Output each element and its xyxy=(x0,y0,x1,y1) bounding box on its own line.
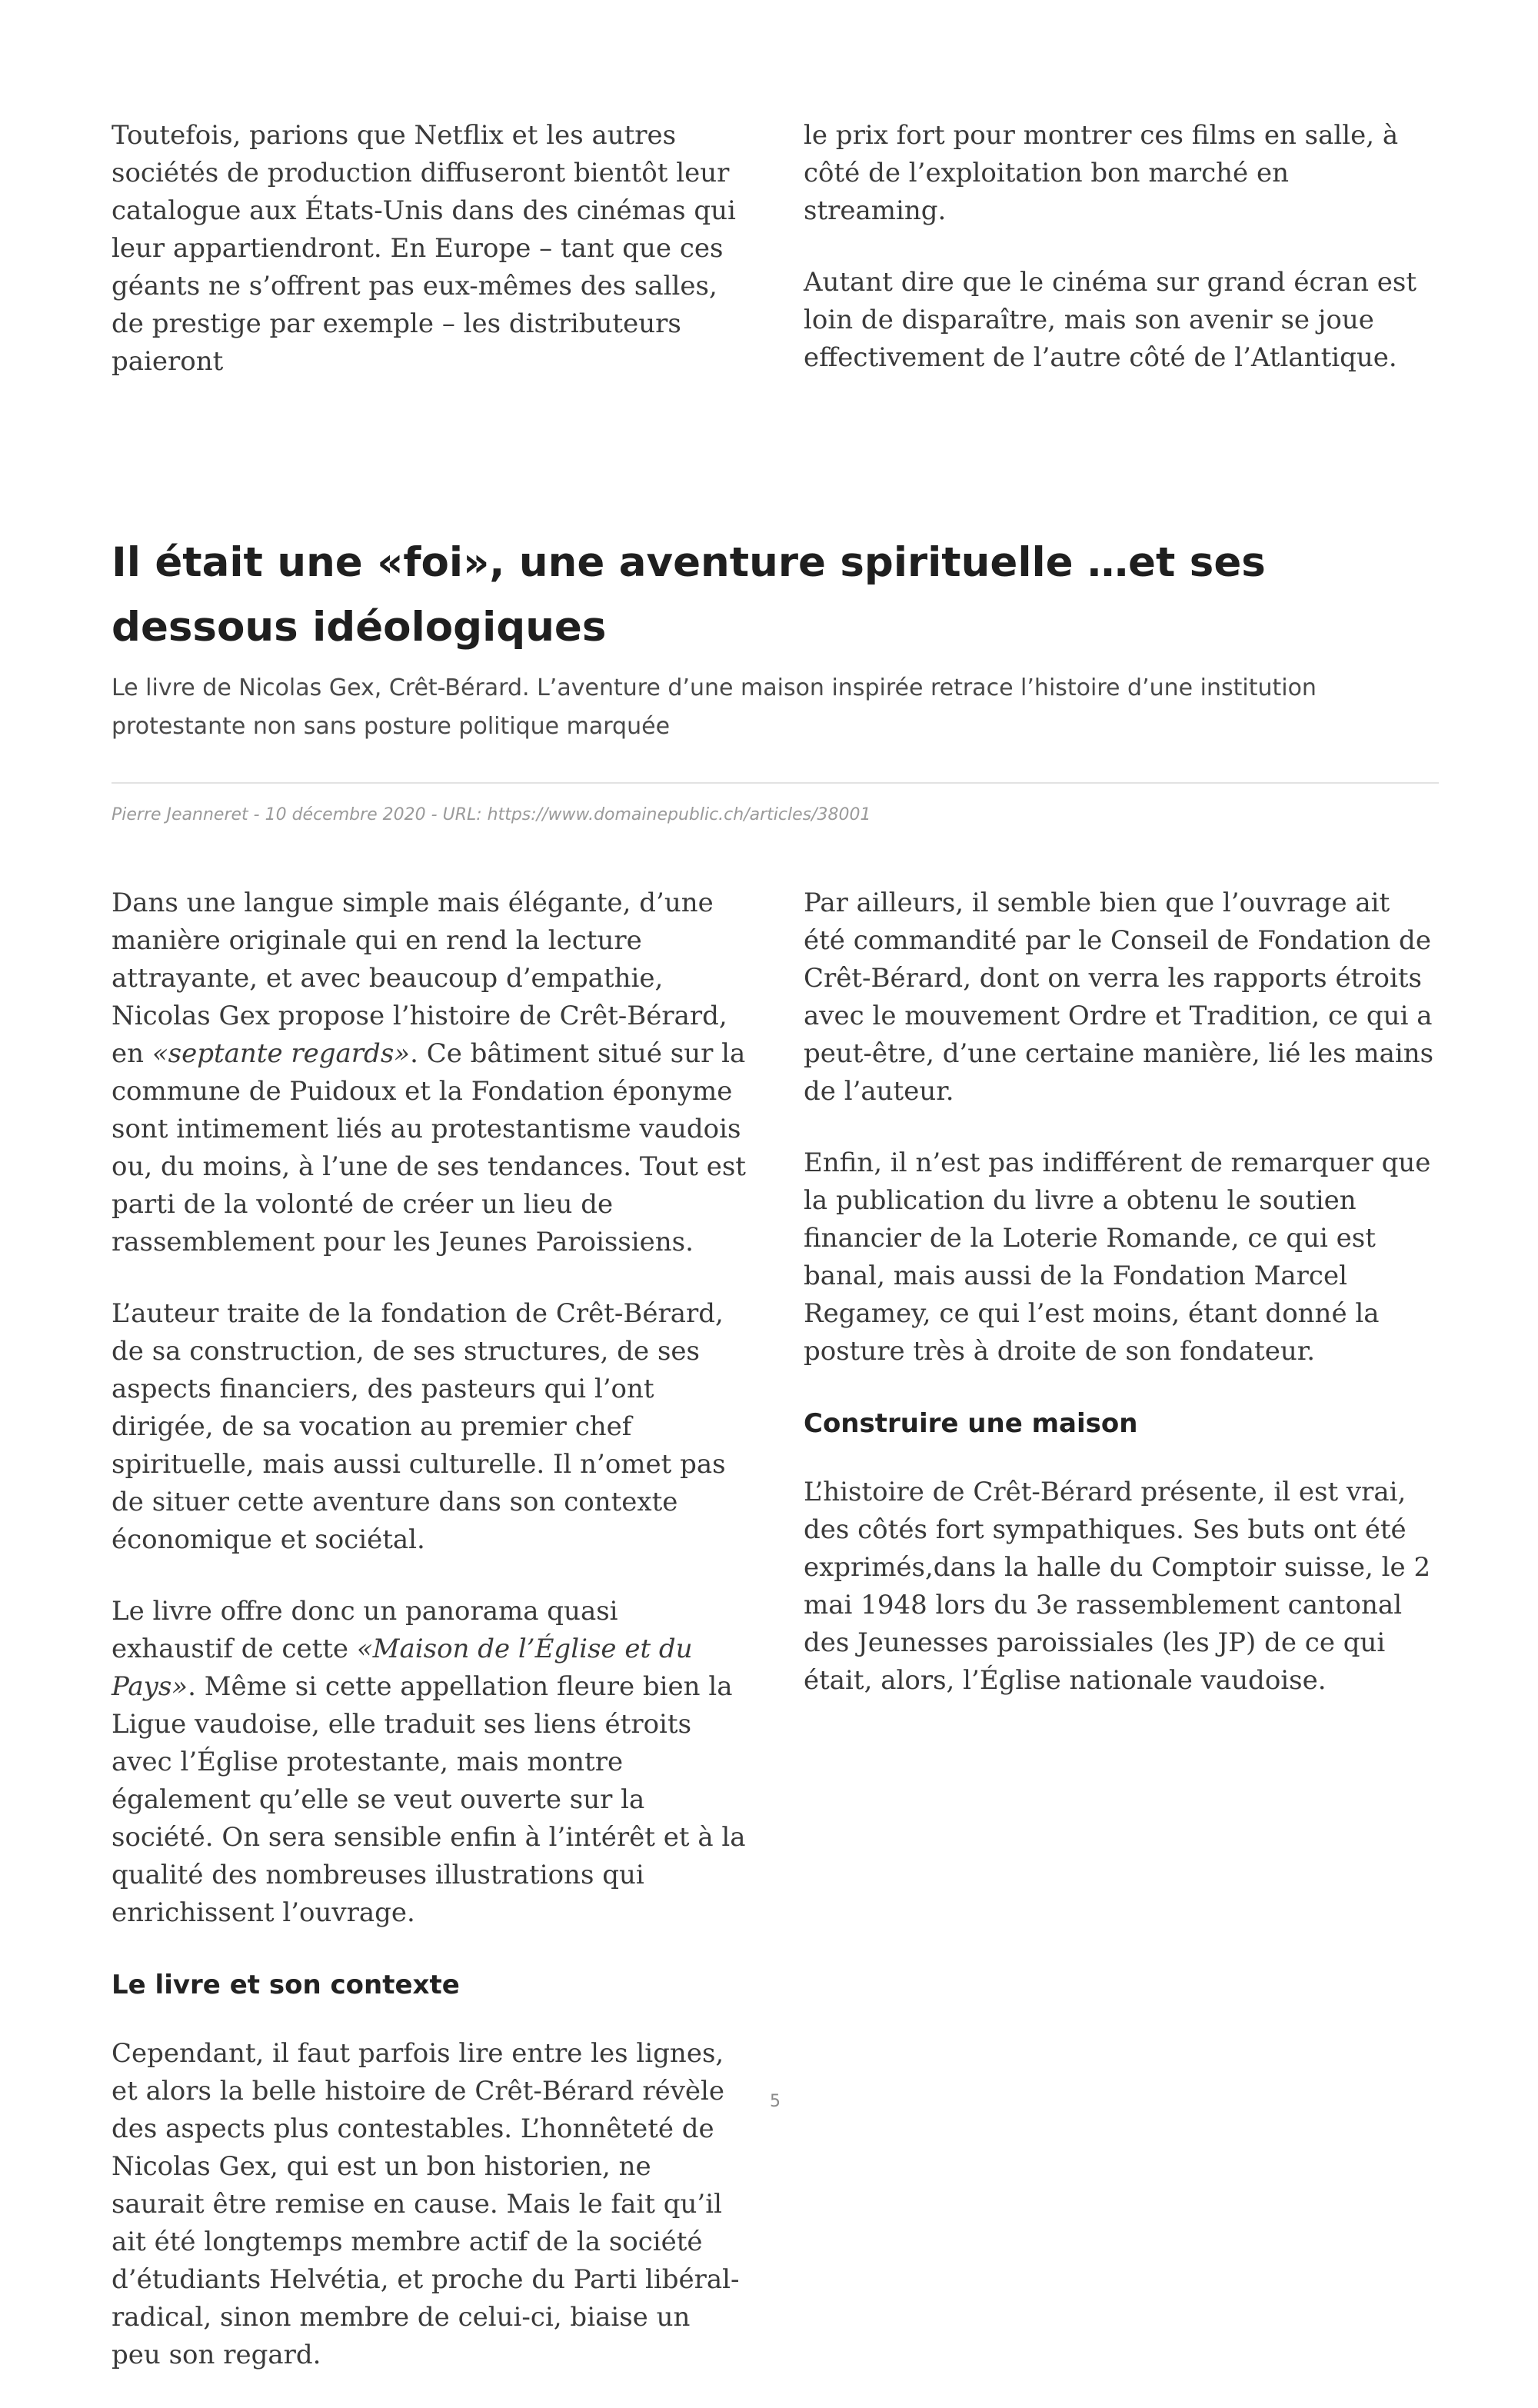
section-heading: Le livre et son contexte xyxy=(112,1970,460,2000)
previous-article-continuation xyxy=(112,117,1439,415)
article-paragraph: Par ailleurs, il semble bien que l’ouvrage ait été commandité par le Conseil de Fondation de Crêt-Bérard, dont on verra les rapports étroits avec le mouvement Ordre et Tradition, ce qui a peut-être, d’une certaine manière, lié les mains de l’auteur. xyxy=(804,888,1434,1107)
page-number: 5 xyxy=(770,2092,781,2111)
quoted-title: «Maison de l’Église et du Pays» xyxy=(112,1634,693,1702)
article-paragraph: Cependant, il faut parfois lire entre les lignes, et alors la belle histoire de Crêt-Bérard révèle des aspects plus contestables. L’honnêteté de Nicolas Gex, qui est un bon historien, ne saurait être remise en cause. Mais le fait qu’il ait été longtemps membre actif de la société d’étudiants Helvétia, et proche du Parti libéral-radical, sinon membre de celui-ci, biaise un peu son regard. xyxy=(112,2038,740,2370)
continuation-right-column xyxy=(804,117,1439,415)
text-run: Le livre offre donc un panorama quasi exhaustif de cette xyxy=(112,1596,618,1664)
continuation-left-column xyxy=(112,117,747,415)
article-paragraph xyxy=(112,1593,747,1932)
continuation-paragraph: Toutefois, parions que Netflix et les autres sociétés de production diffuseront bientôt leur catalogue aux États-Unis dans des cinémas qui leur appartiendront. En Europe – tant que ces géants ne s’offrent pas eux-mêmes des salles, de prestige par exemple – les distributeurs paieront xyxy=(112,120,736,377)
article-paragraph: L’auteur traite de la fondation de Crêt-Bérard, de sa construction, de ses structures, de ses aspects financiers, des pasteurs qui l’ont dirigée, de sa vocation au premier chef spirituelle, mais aussi culturelle. Il n’omet pas de situer cette aventure dans son contexte économique et sociétal. xyxy=(112,1298,726,1555)
article-paragraph: L’histoire de Crêt-Bérard présente, il est vrai, des côtés fort sympathiques. Ses buts ont été exprimés,dans la halle du Comptoir suisse, le 2 mai 1948 lors du 3e rassemblement cantonal des Jeunesses paroissiales (les JP) de ce qui était, alors, l’Église nationale vaudoise. xyxy=(804,1477,1431,1696)
article-paragraph xyxy=(112,884,747,1261)
continuation-paragraph: le prix fort pour montrer ces films en salle, à côté de l’exploitation bon marché en streaming. xyxy=(804,120,1399,226)
article-lede: Le livre de Nicolas Gex, Crêt-Bérard. L’aventure d’une maison inspirée retrace l’histoire d’une institution protestante non sans posture politique marquée xyxy=(112,674,1317,740)
text-run: Dans une langue simple mais élégante, d’une manière originale qui en rend la lecture attrayante, et avec beaucoup d’empathie, Nicolas Gex propose l’histoire de Crêt-Bérard, en xyxy=(112,888,727,1069)
article-paragraph: Enfin, il n’est pas indifférent de remarquer que la publication du livre a obtenu le soutien financier de la Loterie Romande, ce qui est banal, mais aussi de la Fondation Marcel Regamey, ce qui l’est moins, étant donné la posture très à droite de son fondateur. xyxy=(804,1147,1431,1367)
article-right-column xyxy=(804,884,1439,2408)
divider xyxy=(112,782,1439,784)
article-body xyxy=(112,884,1439,2408)
continuation-paragraph: Autant dire que le cinéma sur grand écran est loin de disparaître, mais son avenir se joue effectivement de l’autre côté de l’Atlantique. xyxy=(804,267,1417,373)
article-title: Il était une «foi», une aventure spirituelle …et ses dessous idéologiques xyxy=(112,539,1266,651)
article-byline: Pierre Jeanneret - 10 décembre 2020 - URL: https://www.domainepublic.ch/articles/38001 xyxy=(112,805,871,824)
section-heading: Construire une maison xyxy=(804,1408,1138,1439)
document-page xyxy=(112,0,1439,2370)
text-run: . Même si cette appellation fleure bien la Ligue vaudoise, elle traduit ses liens étroits avec l’Église protestante, mais montre également qu’elle se veut ouverte sur la société. On sera sensible enfin à l’intérêt et à la qualité des nombreuses illustrations qui enrichissent l’ouvrage. xyxy=(112,1671,746,1928)
article-left-column xyxy=(112,884,747,2408)
text-run: . Ce bâtiment situé sur la commune de Puidoux et la Fondation éponyme sont intimement liés au protestantisme vaudois ou, du moins, à l’une de ses tendances. Tout est parti de la volonté de créer un lieu de rassemblement pour les Jeunes Paroissiens. xyxy=(112,1038,746,1257)
quoted-title: «septante regards» xyxy=(151,1038,411,1069)
